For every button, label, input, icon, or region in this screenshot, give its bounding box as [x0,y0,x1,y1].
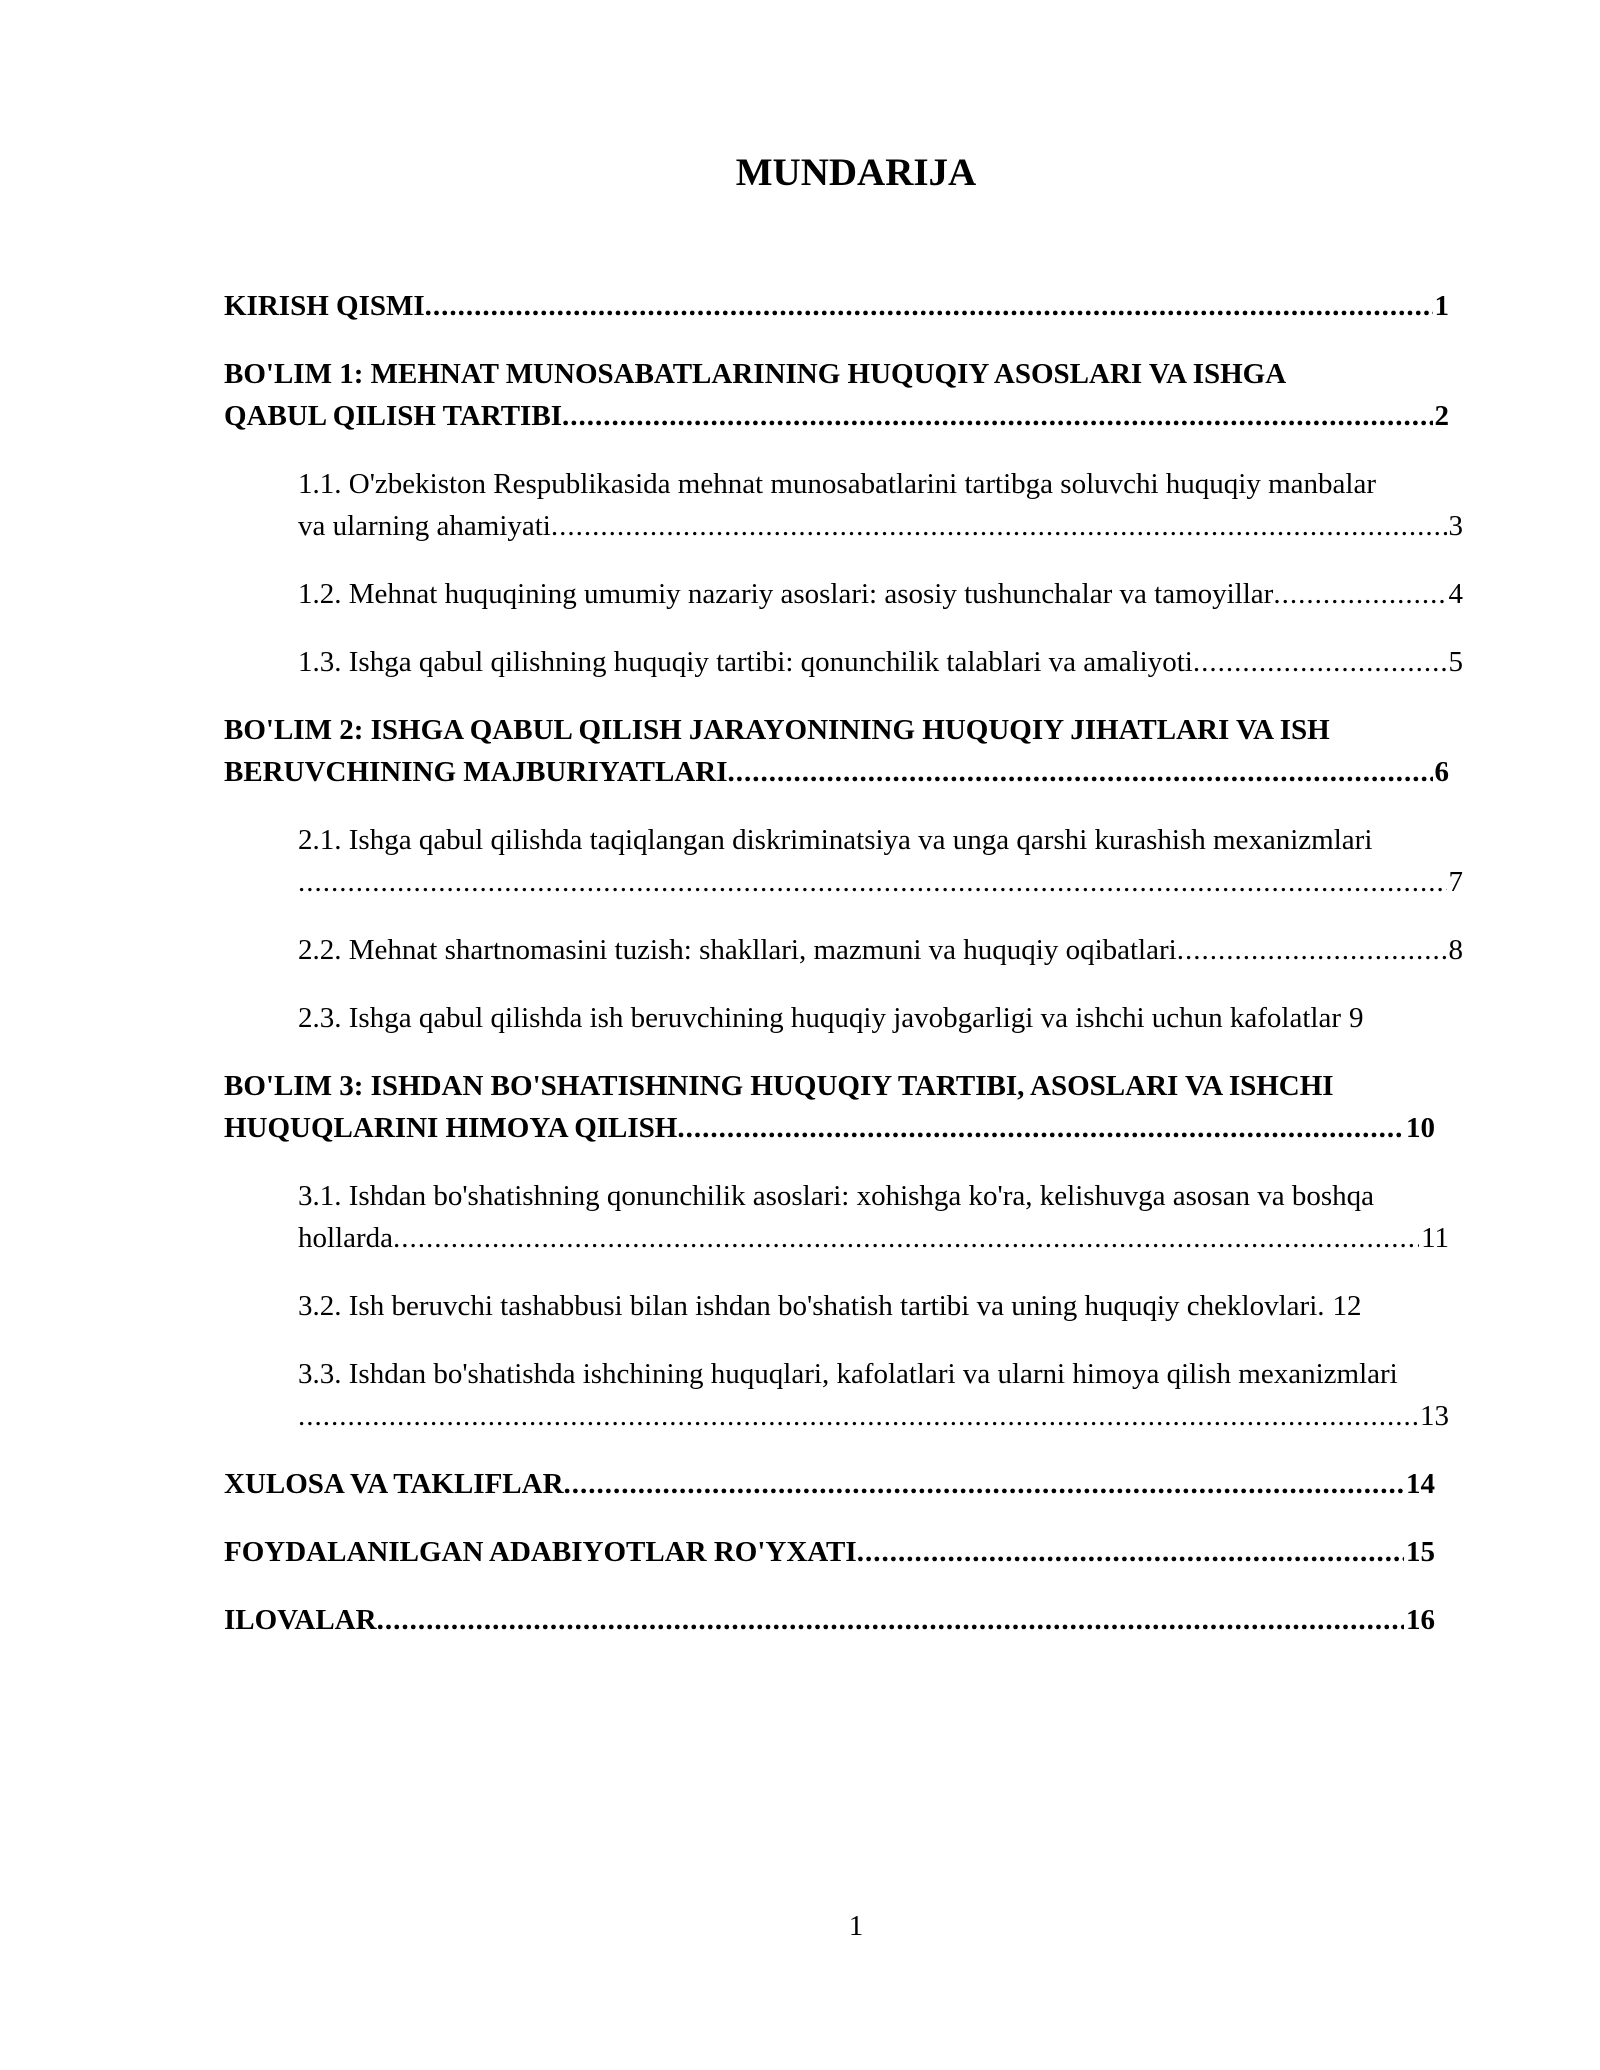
toc-page-number: 16 [1406,1604,1435,1636]
dot-leader [551,505,1447,547]
toc-page-number: 13 [1420,1400,1449,1432]
toc-entry-title-line-1: 3.1. Ishdan bo'shatishning qonunchilik asoslari: xohishga ko'ra, kelishuvga asosan va boshqa [298,1180,1375,1212]
toc-page-number: 8 [1448,934,1463,966]
toc-entry-part-3[interactable] [224,1065,1435,1149]
toc-entry-title-line-1: BO'LIM 2: ISHGA QABUL QILISH JARAYONINING HUQUQIY JIHATLARI VA ISH [224,714,1330,746]
toc-entry-section-2-1[interactable] [298,819,1490,903]
dot-leader [1177,929,1447,971]
toc-page-number: 2 [1434,400,1449,432]
dot-leader [677,1107,1404,1149]
toc-entry-conclusion[interactable] [224,1463,1435,1505]
toc-entry-title: 2.2. Mehnat shartnomasini tuzish: shakllari, mazmuni va huquqiy oqibatlari [298,934,1177,966]
toc-entry-part-2[interactable] [224,709,1449,793]
toc-page-number: 3 [1448,510,1463,542]
toc-entry-appendices[interactable] [224,1599,1435,1641]
toc-page-number: 15 [1406,1536,1435,1568]
toc-entry-title-line-2: BERUVCHINING MAJBURIYATLARI [224,756,728,788]
toc-page-number: 7 [1448,866,1463,898]
toc-entry-title: XULOSA VA TAKLIFLAR [224,1468,564,1500]
dot-leader [393,1217,1419,1259]
toc-entry-title: KIRISH QISMI [224,290,425,322]
toc-entry-title: 1.3. Ishga qabul qilishning huquqiy tartibi: qonunchilik talablari va amaliyoti [298,646,1193,678]
toc-page-number: 4 [1448,578,1463,610]
dot-leader [857,1531,1404,1573]
toc-page-number: 5 [1448,646,1463,678]
toc-entry-part-1[interactable] [224,353,1449,437]
toc-entry-title-line-1: 3.3. Ishdan bo'shatishda ishchining huquqlari, kafolatlari va ularni himoya qilish mexanizmlari [298,1358,1398,1390]
dot-leader [298,1395,1418,1437]
toc-entry-title: 1.2. Mehnat huquqining umumiy nazariy asoslari: asosiy tushunchalar va tamoyillar [298,578,1274,610]
toc-entry-title-line-1: BO'LIM 3: ISHDAN BO'SHATISHNING HUQUQIY TARTIBI, ASOSLARI VA ISHCHI [224,1070,1334,1102]
toc-entry-section-2-2[interactable] [298,929,1463,971]
toc-entry-section-1-1[interactable] [298,463,1490,547]
toc-entry-title: FOYDALANILGAN ADABIYOTLAR RO'YXATI [224,1536,857,1568]
toc-page-number: 9 [1348,1002,1364,1034]
page-number-footer: 1 [848,1910,864,1942]
toc-entry-title-line-2: QABUL QILISH TARTIBI [224,400,562,432]
toc-page-number: 1 [1434,290,1449,322]
toc-page-number: 14 [1406,1468,1435,1500]
dot-leader [425,285,1433,327]
toc-page-number: 10 [1406,1112,1435,1144]
dot-leader [564,1463,1404,1505]
toc-entry-section-1-3[interactable] [298,641,1463,683]
toc-entry-section-1-2[interactable] [298,573,1463,615]
dot-leader [377,1599,1404,1641]
toc-page-number: 6 [1434,756,1449,788]
toc-entry-section-3-3[interactable] [298,1353,1498,1437]
table-of-contents [224,285,1464,1667]
dot-leader [298,861,1447,903]
toc-entry-section-3-2[interactable] [298,1285,1449,1327]
toc-entry-title-line-2: HUQUQLARINI HIMOYA QILISH [224,1112,678,1144]
toc-entry-references[interactable] [224,1531,1435,1573]
toc-entry-title-line-2: hollarda [298,1222,394,1254]
dot-leader [562,395,1433,437]
toc-entry-title-line-1: 1.1. O'zbekiston Respublikasida mehnat munosabatlarini tartibga soluvchi huquqiy manbalar [298,468,1376,500]
toc-page-number: 11 [1421,1222,1449,1254]
toc-page-number: 12 [1332,1290,1362,1322]
toc-entry-title: 3.2. Ish beruvchi tashabbusi bilan ishdan bo'shatish tartibi va uning huquqiy cheklovlari. [298,1290,1325,1322]
page-title: MUNDARIJA [735,151,977,194]
toc-entry-title-line-1: BO'LIM 1: MEHNAT MUNOSABATLARINING HUQUQIY ASOSLARI VA ISHGA [224,358,1287,390]
dot-leader [1273,573,1446,615]
toc-entry-title: 2.3. Ishga qabul qilishda ish beruvchining huquqiy javobgarligi va ishchi uchun kafolatlar [298,1002,1341,1034]
toc-entry-title-line-2: va ularning ahamiyati [298,510,551,542]
dot-leader [728,751,1433,793]
toc-entry-section-3-1[interactable] [298,1175,1490,1259]
dot-leader [1193,641,1447,683]
toc-entry-title: ILOVALAR [224,1604,377,1636]
toc-entry-intro[interactable] [224,285,1449,327]
toc-entry-title-line-1: 2.1. Ishga qabul qilishda taqiqlangan diskriminatsiya va unga qarshi kurashish mexanizmlari [298,824,1373,856]
toc-entry-section-2-3[interactable] [298,997,1449,1039]
